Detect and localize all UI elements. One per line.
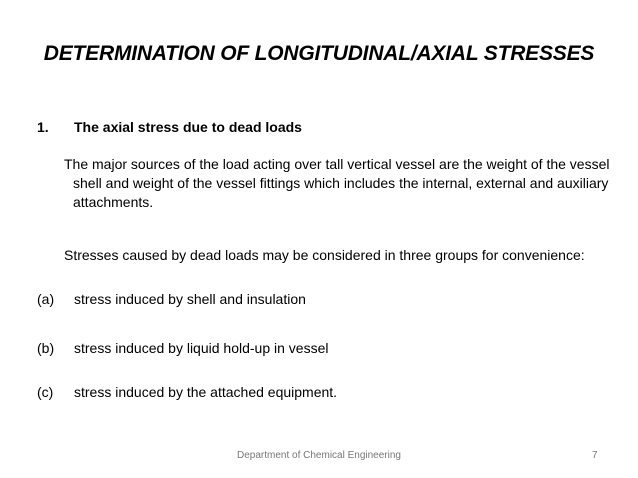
page-number: 7: [592, 450, 598, 461]
section-heading: [37, 119, 302, 135]
section-number: 1.: [37, 119, 49, 135]
list-item-text: stress induced by liquid hold-up in vessel: [74, 340, 329, 356]
list-item-text: stress induced by shell and insulation: [74, 291, 306, 307]
section-heading-text: The axial stress due to dead loads: [74, 119, 302, 135]
list-item-text: stress induced by the attached equipment.: [74, 384, 338, 400]
list-item: [37, 384, 337, 400]
paragraph-stress-groups: Stresses caused by dead loads may be considered in three groups for convenience:: [64, 247, 585, 263]
slide-title: DETERMINATION OF LONGITUDINAL/AXIAL STRESSES: [43, 42, 595, 65]
footer-department: Department of Chemical Engineering: [237, 450, 401, 461]
list-item: [37, 291, 306, 307]
list-item: [37, 340, 328, 356]
paragraph-load-sources: The major sources of the load acting over tall vertical vessel are the weight of the vessel shell and weight of the vessel fittings which includes the internal, external and auxiliary attachments.: [64, 156, 610, 210]
list-item-marker: (a): [37, 291, 55, 307]
list-item-marker: (b): [37, 340, 55, 356]
list-item-marker: (c): [37, 384, 54, 400]
